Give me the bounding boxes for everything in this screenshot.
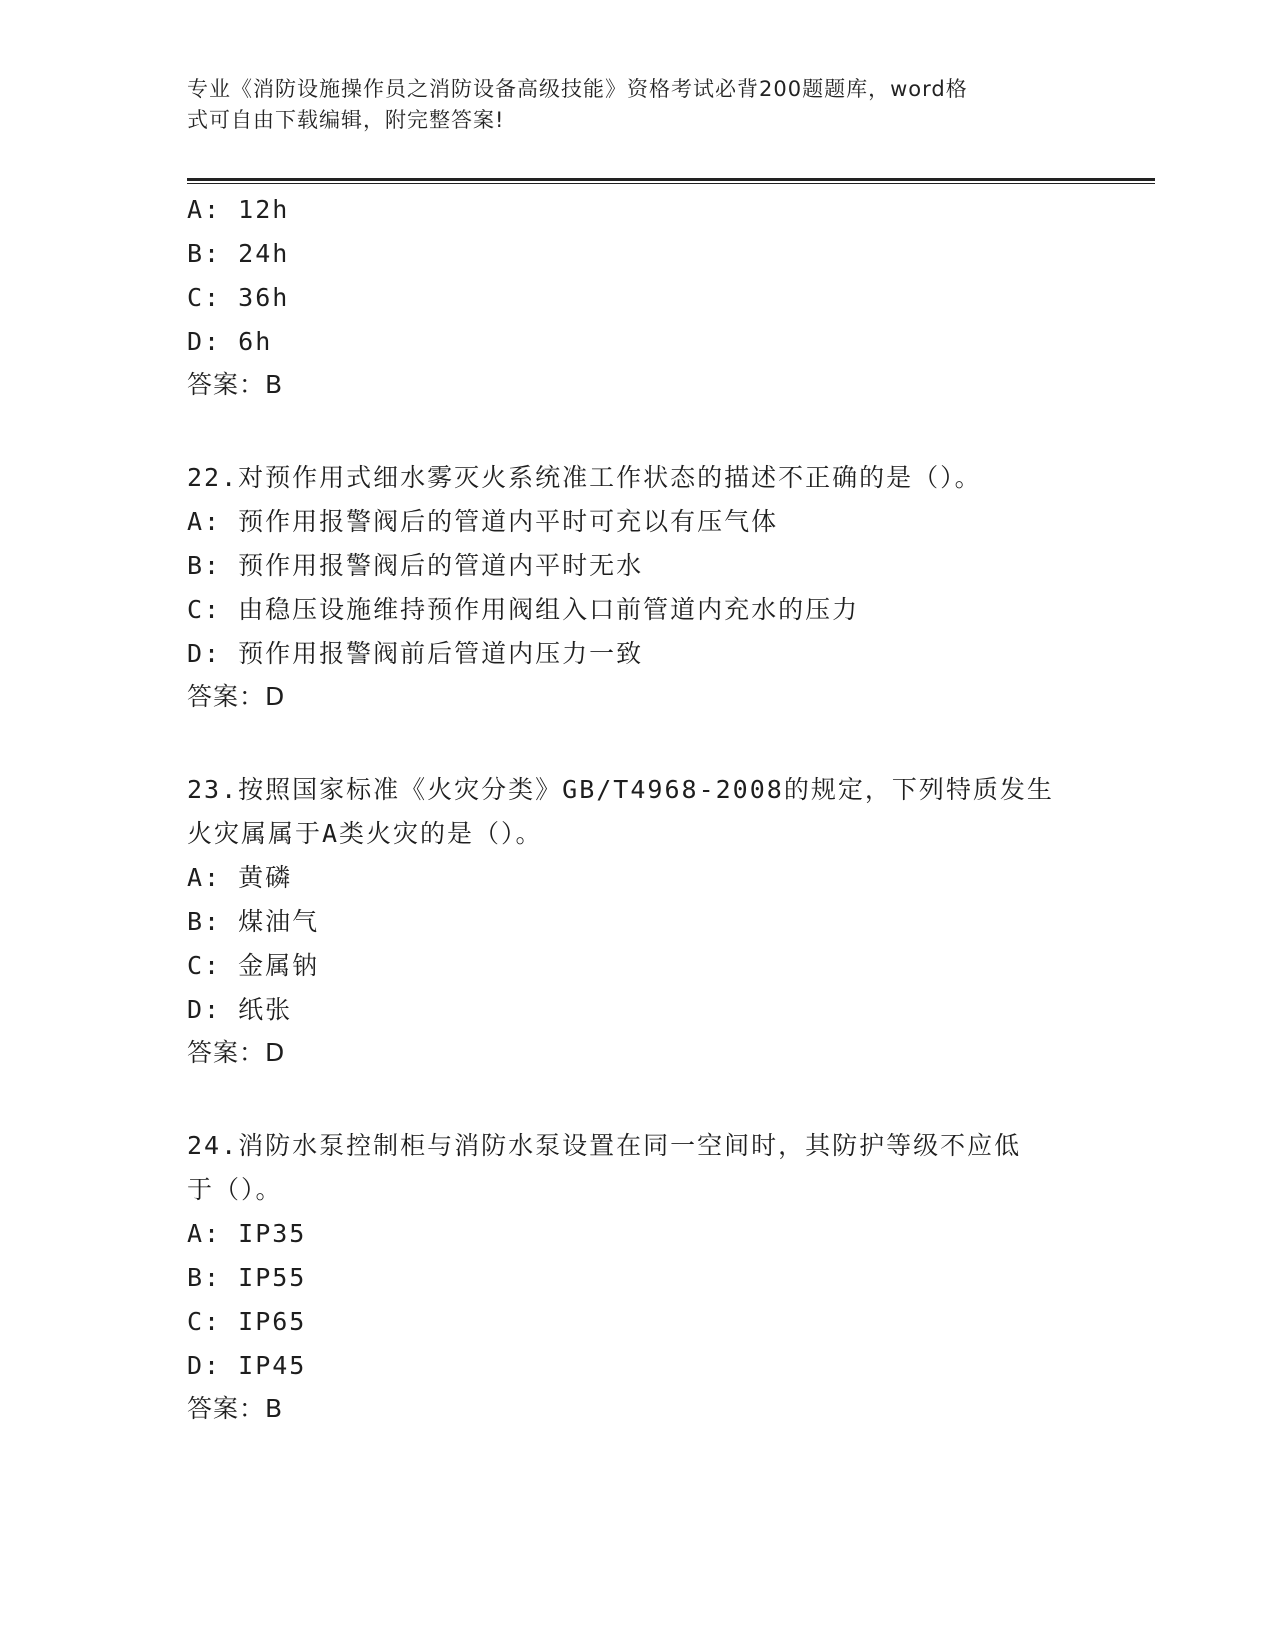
q23-answer: 答案：D (187, 1038, 286, 1067)
document-title (187, 74, 1077, 136)
q23-option-b: B: 煤油气 (187, 907, 320, 936)
q24-stem-line-2: 于（）。 (187, 1175, 283, 1204)
q23-option-d: D: 纸张 (187, 995, 293, 1024)
q22-stem: 22.对预作用式细水雾灭火系统准工作状态的描述不正确的是（）。 (187, 463, 982, 492)
q21-option-a: A: 12h (187, 195, 290, 224)
q24-option-d: D: IP45 (187, 1351, 307, 1380)
q24-option-c: C: IP65 (187, 1307, 307, 1336)
q23-option-c: C: 金属钠 (187, 951, 320, 980)
q22-option-d: D: 预作用报警阀前后管道内压力一致 (187, 639, 644, 668)
q22-option-b: B: 预作用报警阀后的管道内平时无水 (187, 551, 644, 580)
q22-option-a: A: 预作用报警阀后的管道内平时可充以有压气体 (187, 507, 779, 536)
q24-stem-line-1: 24.消防水泵控制柜与消防水泵设置在同一空间时，其防护等级不应低 (187, 1131, 1022, 1160)
header-divider-thin (187, 183, 1155, 184)
q21-answer: 答案：B (187, 370, 284, 399)
q23-option-a: A: 黄磷 (187, 863, 293, 892)
header-divider-thick (187, 178, 1155, 181)
q21-option-c: C: 36h (187, 283, 290, 312)
q22-answer: 答案：D (187, 682, 286, 711)
q23-stem-line-2: 火灾属属于A类火灾的是（）。 (187, 819, 543, 848)
q24-option-a: A: IP35 (187, 1219, 307, 1248)
q21-option-b: B: 24h (187, 239, 290, 268)
q24-answer: 答案：B (187, 1394, 284, 1423)
q22-option-c: C: 由稳压设施维持预作用阀组入口前管道内充水的压力 (187, 595, 860, 624)
q23-stem-line-1: 23.按照国家标准《火灾分类》GB/T4968-2008的规定，下列特质发生 (187, 775, 1054, 804)
q21-option-d: D: 6h (187, 327, 273, 356)
document-title-line-1: 专业《消防设施操作员之消防设备高级技能》资格考试必背200题题库，word格 (187, 77, 968, 101)
q24-option-b: B: IP55 (187, 1263, 307, 1292)
document-title-line-2: 式可自由下载编辑，附完整答案! (187, 108, 505, 132)
